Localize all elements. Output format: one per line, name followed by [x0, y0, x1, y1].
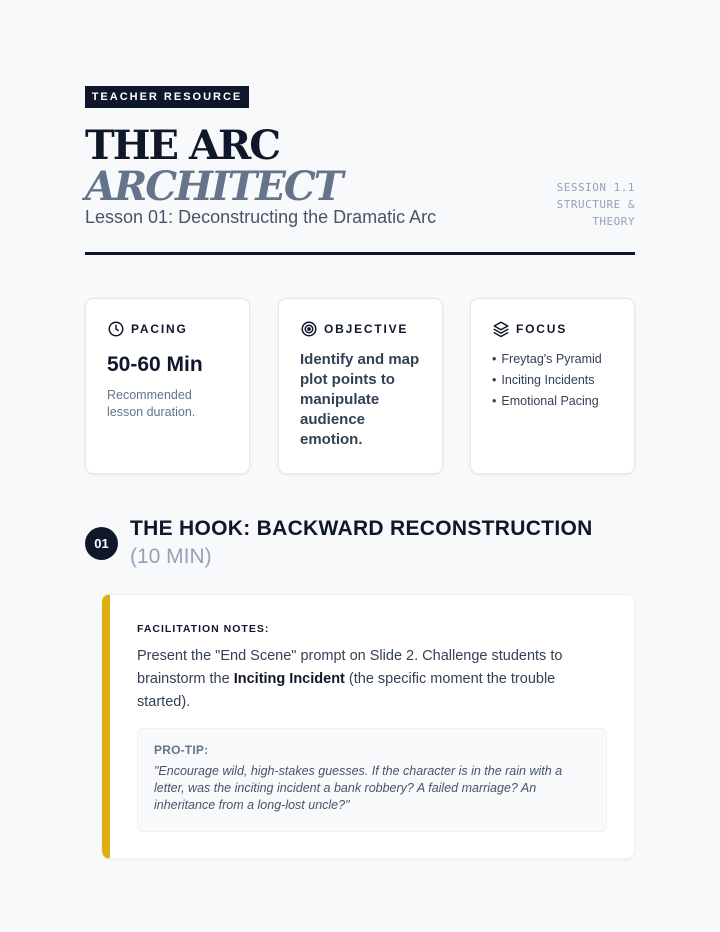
pacing-card-header	[107, 319, 239, 339]
objective-label: OBJECTIVE	[324, 322, 409, 336]
pro-tip-label: PRO-TIP:	[154, 743, 209, 757]
session-info	[557, 179, 635, 230]
objective-card	[278, 298, 443, 474]
focus-card	[470, 298, 635, 474]
step-title: THE HOOK: BACKWARD RECONSTRUCTION	[130, 517, 593, 540]
objective-text: Identify and map plot points to manipulate audience emotion.	[300, 351, 420, 448]
lesson-page	[85, 0, 635, 932]
objective-card-header	[300, 319, 432, 339]
pro-tip-box	[137, 728, 607, 832]
focus-card-header	[492, 319, 624, 339]
notes-text-part: (the specific moment the trouble started).	[137, 671, 556, 710]
step-duration: (10 MIN)	[130, 545, 212, 568]
facilitation-notes-card	[102, 594, 635, 859]
pacing-description: Recommended lesson duration.	[107, 388, 196, 419]
layers-icon	[492, 320, 510, 338]
focus-list	[492, 349, 624, 412]
focus-item: • Freytag's Pyramid	[492, 349, 624, 370]
pacing-card	[85, 298, 250, 474]
pacing-label: PACING	[131, 322, 188, 336]
pro-tip-text: "Encourage wild, high-stakes guesses. If the character is in the rain with a letter, was the inciting incident a bank robbery? A failed marriage? An inheritance from a long-lost uncle?"	[154, 764, 563, 812]
notes-text-part: Present the "End Scene" prompt on Slide 2. Challenge students to brainstorm the	[137, 648, 563, 687]
session-line: STRUCTURE &	[556, 198, 635, 211]
notes-emphasis: Inciting Incident	[233, 671, 345, 687]
facilitation-notes-label: FACILITATION NOTES:	[137, 623, 270, 635]
session-line: THEORY	[592, 215, 635, 228]
focus-label: FOCUS	[516, 322, 567, 336]
header-divider	[85, 252, 635, 255]
page-title: THE ARC	[85, 122, 280, 169]
facilitation-notes-text	[137, 645, 607, 714]
page-title-accent: ARCHITECT	[85, 163, 342, 210]
resource-tag: TEACHER RESOURCE	[85, 86, 249, 108]
focus-item: • Emotional Pacing	[492, 391, 624, 412]
clock-icon	[107, 320, 125, 338]
focus-item: • Inciting Incidents	[492, 370, 624, 391]
pacing-value: 50-60 Min	[107, 353, 203, 376]
session-line: SESSION 1.1	[556, 181, 635, 194]
lesson-subtitle: Lesson 01: Deconstructing the Dramatic Arc	[85, 207, 437, 227]
target-icon	[300, 320, 318, 338]
step-number-badge: 01	[85, 527, 118, 560]
